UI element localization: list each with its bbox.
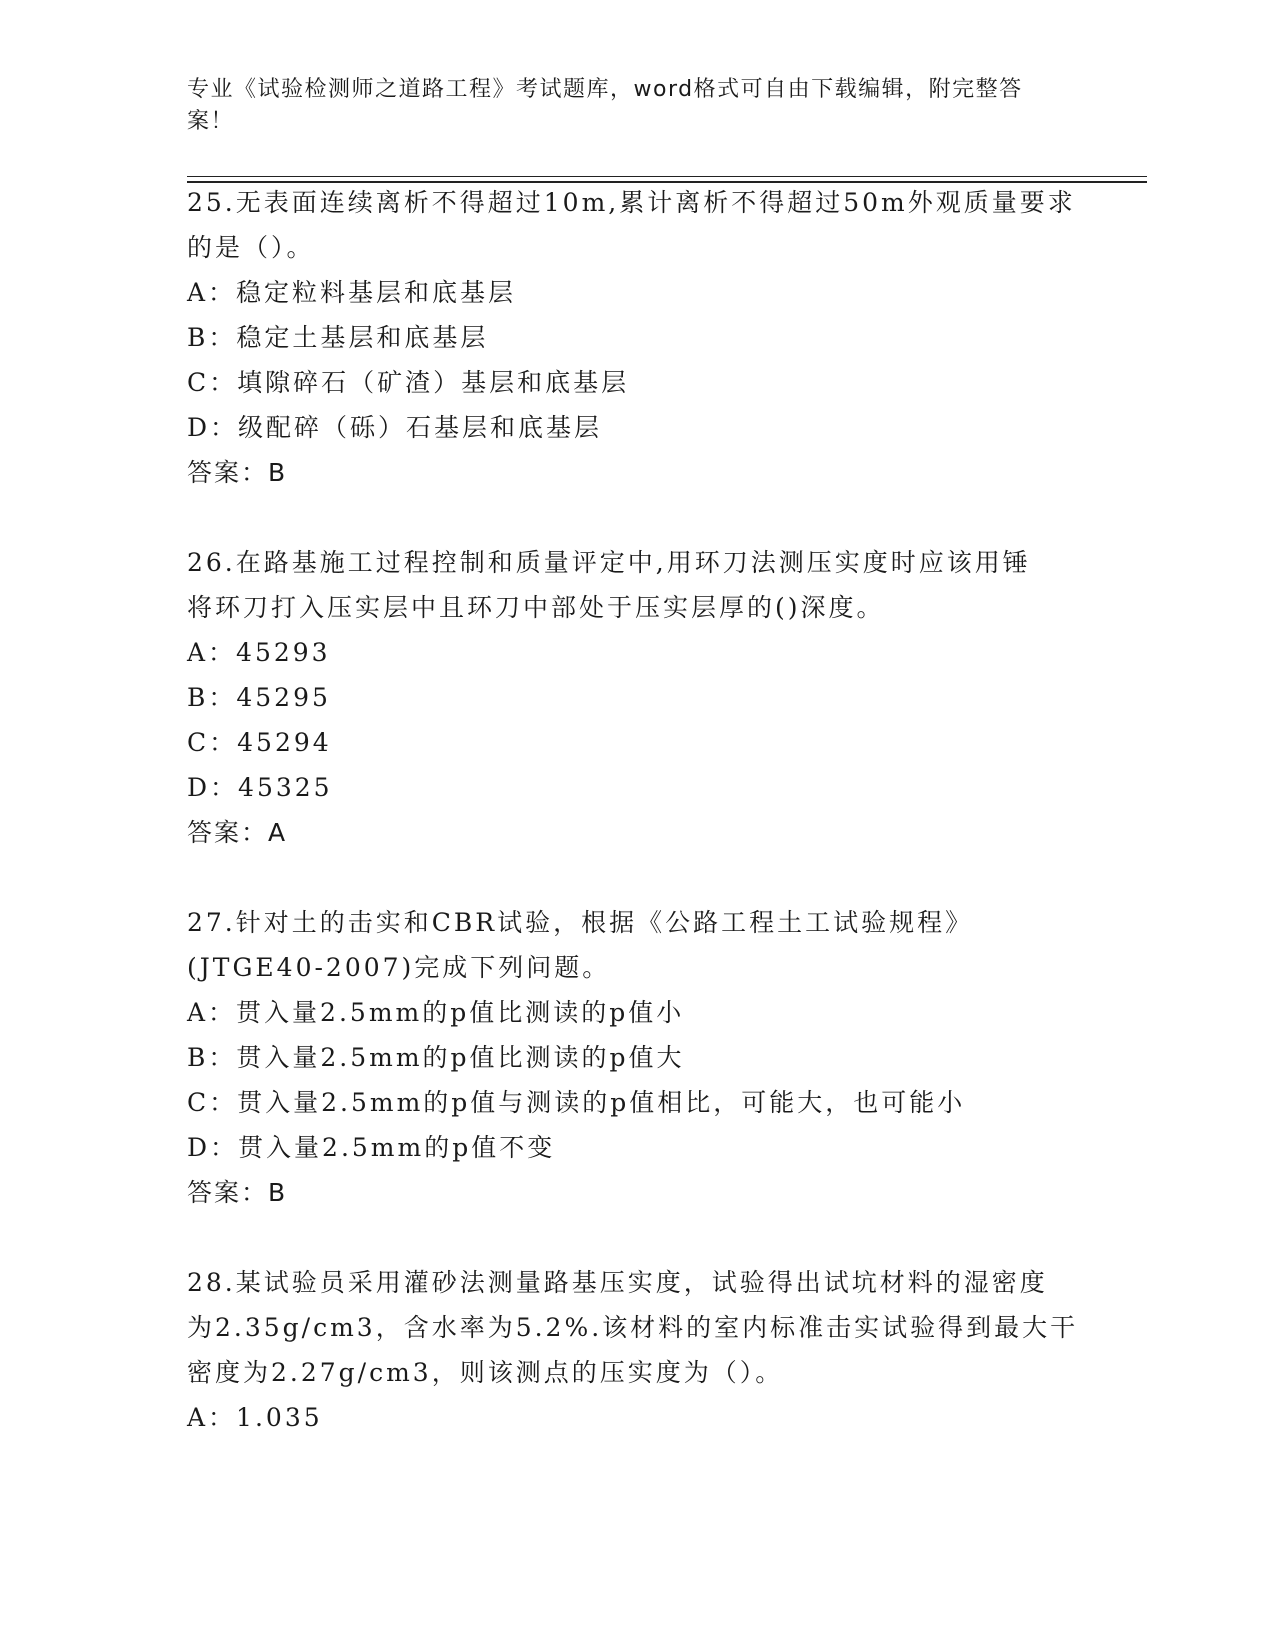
question-stem-line: 的是（）。 (187, 233, 315, 262)
option-d: D：级配碎（砾）石基层和底基层 (187, 413, 603, 442)
question-28 (187, 1260, 1087, 1440)
answer-line: 答案：A (187, 818, 288, 847)
question-stem-line: 为2.35g/cm3，含水率为5.2%.该材料的室内标准击实试验得到最大干 (187, 1313, 1079, 1342)
option-b: B：贯入量2.5mm的p值比测读的p值大 (187, 1043, 685, 1072)
question-27 (187, 900, 1087, 1215)
question-stem-line: 28.某试验员采用灌砂法测量路基压实度，试验得出试坑材料的湿密度 (187, 1268, 1048, 1297)
question-25 (187, 180, 1087, 495)
option-a: A：稳定粒料基层和底基层 (187, 278, 517, 307)
question-stem-line: 密度为2.27g/cm3，则该测点的压实度为（）。 (187, 1358, 784, 1387)
option-c: C：45294 (187, 728, 332, 757)
question-stem-line: (JTGE40-2007)完成下列问题。 (187, 953, 611, 982)
option-a: A：贯入量2.5mm的p值比测读的p值小 (187, 998, 685, 1027)
question-stem-line: 25.无表面连续离析不得超过10m,累计离析不得超过50m外观质量要求 (187, 188, 1076, 217)
question-stem-line: 26.在路基施工过程控制和质量评定中,用环刀法测压实度时应该用锤 (187, 548, 1031, 577)
option-c: C：填隙碎石（矿渣）基层和底基层 (187, 368, 630, 397)
header-divider-thin (187, 176, 1147, 177)
option-c: C：贯入量2.5mm的p值与测读的p值相比，可能大，也可能小 (187, 1088, 966, 1117)
option-d: D：45325 (187, 773, 333, 802)
answer-line: 答案：B (187, 458, 288, 487)
question-stem-line: 将环刀打入压实层中且环刀中部处于压实层厚的()深度。 (187, 593, 885, 622)
option-a: A：1.035 (187, 1403, 323, 1432)
option-b: B：稳定土基层和底基层 (187, 323, 489, 352)
option-b: B：45295 (187, 683, 331, 712)
option-d: D：贯入量2.5mm的p值不变 (187, 1133, 556, 1162)
question-26 (187, 540, 1087, 855)
header-text: 专业《试验检测师之道路工程》考试题库，word格式可自由下载编辑，附完整答案！ (187, 77, 1023, 134)
answer-line: 答案：B (187, 1178, 288, 1207)
question-stem-line: 27.针对土的击实和CBR试验，根据《公路工程土工试验规程》 (187, 908, 974, 937)
option-a: A：45293 (187, 638, 331, 667)
